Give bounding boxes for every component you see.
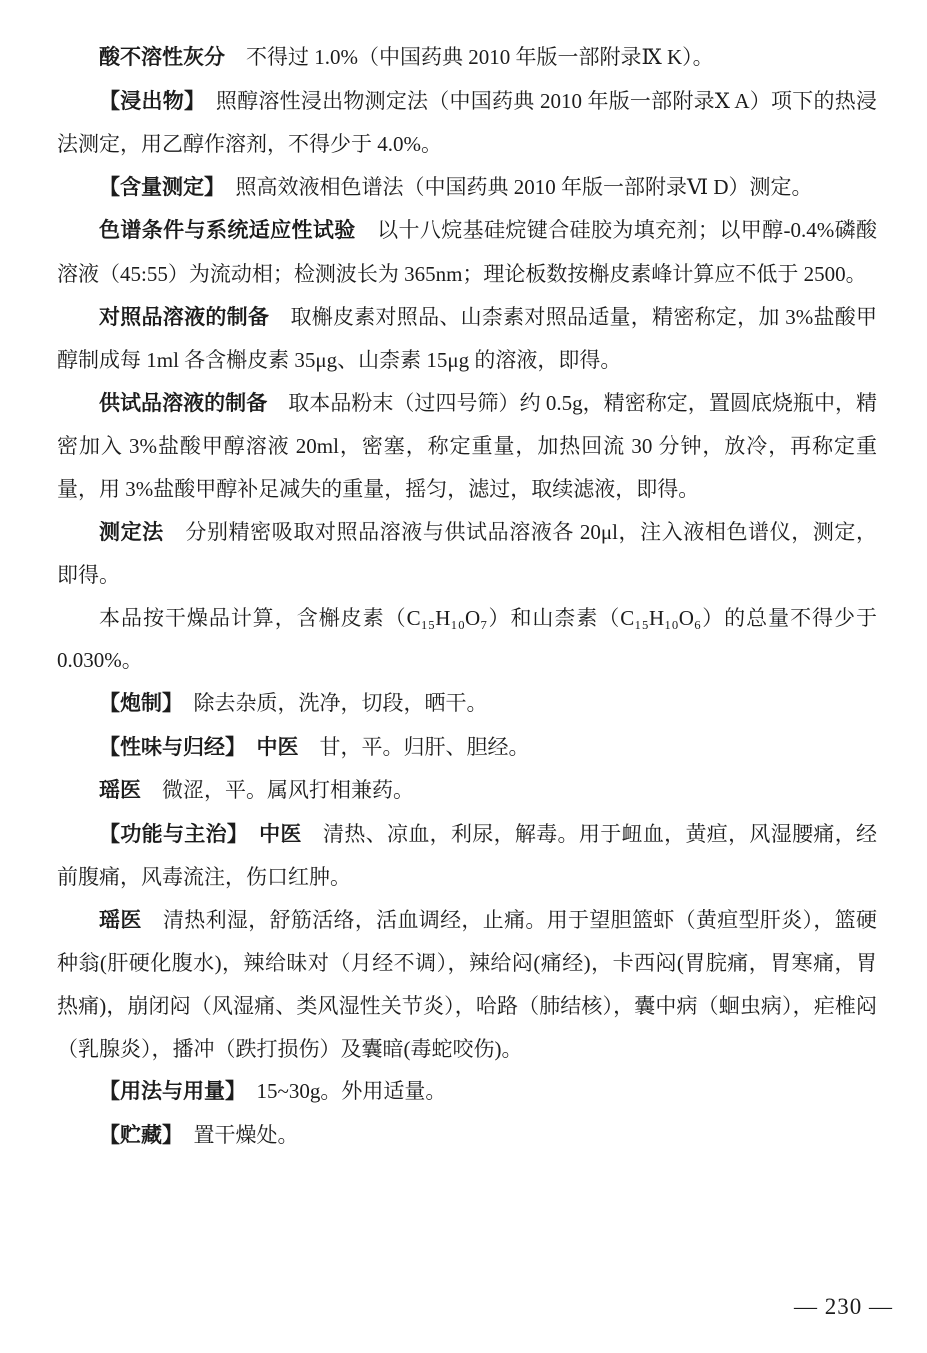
paragraph [57, 726, 877, 770]
term-label: 色谱条件与系统适应性试验 [99, 219, 356, 243]
body-text: 照醇溶性浸出物测定法（中国药典 2010 年版一部附录Ⅹ A）项下的热浸法测定，用乙醇作溶剂，不得少于 4.0%。 [57, 88, 877, 157]
page-number: — 230 — [794, 1294, 893, 1319]
term-label: 【功能与主治】 [99, 822, 238, 846]
paragraph [57, 597, 877, 682]
body-text: 以十八烷基硅烷键合硅胶为填充剂；以甲醇-0.4%磷酸溶液（45:55）为流动相；检测波长为 365nm；理论板数按槲皮素峰计算应不低于 2500。 [57, 218, 878, 286]
term-label: 【用法与用量】 [99, 1080, 236, 1104]
term-label: 测定法 [99, 520, 164, 544]
paragraph [57, 899, 877, 1070]
paragraph [57, 813, 877, 899]
body-text: 不得过 1.0%（中国药典 2010 年版一部附录Ⅸ K）。 [225, 45, 714, 69]
body-text: 清热、凉血，利尿，解毒。用于衄血，黄疸，风湿腰痛，经前腹痛，风毒流注，伤口红肿。 [57, 821, 878, 890]
term-label: 【浸出物】 [99, 89, 195, 113]
term-label: 【含量测定】 [99, 175, 215, 199]
body-text: 置干燥处。 [172, 1122, 299, 1147]
paragraph [57, 682, 877, 726]
paragraph [57, 1114, 877, 1158]
paragraph [57, 296, 877, 382]
body-text: 15~30g。外用适量。 [235, 1079, 447, 1104]
term-label: 供试品溶液的制备 [99, 391, 268, 415]
body-text: 取槲皮素对照品、山柰素对照品适量，精密称定，加 3%盐酸甲醇制成每 1ml 各含槲皮素 35μg、山柰素 15μg 的溶液，即得。 [57, 304, 877, 373]
paragraph [57, 511, 877, 597]
paragraph [57, 166, 877, 210]
paragraph [57, 36, 877, 80]
paragraph [57, 1070, 877, 1114]
term-label: 对照品溶液的制备 [99, 305, 270, 329]
document-body [57, 36, 877, 1157]
term-label: 【性味与归经】 [99, 735, 236, 759]
body-text: 取本品粉末（过四号筛）约 0.5g，精密称定，置圆底烧瓶中，精密加入 3%盐酸甲醇溶液 20ml，密塞，称定重量，加热回流 30 分钟，放冷，再称定重量，用 3%盐酸甲醇补足减失的重量，摇匀，滤过，取续滤液，即得。 [57, 390, 878, 501]
paragraph [57, 382, 877, 511]
paragraph [57, 209, 877, 295]
body-text: 照高效液相色谱法（中国药典 2010 年版一部附录Ⅵ D）测定。 [214, 174, 813, 199]
term-label: 中医 [237, 822, 302, 846]
body-text: 清热利湿，舒筋活络，活血调经，止痛。用于望胆篮虾（黄疸型肝炎），篮硬种翁(肝硬化腹水)，辣给昧对（月经不调），辣给闷(痛经)，卡西闷(胃脘痛，胃寒痛，胃热痛)，崩闭闷（风湿痛、类风湿性关节炎），哈路（肺结核），囊中病（蛔虫病），疟椎闷（乳腺炎），播冲（跌打损伤）及囊暗(毒蛇咬伤)。 [57, 907, 877, 1061]
term-label: 【贮藏】 [99, 1123, 173, 1147]
term-label: 瑶医 [99, 779, 141, 803]
term-label: 瑶医 [99, 908, 142, 932]
body-text: 甘，平。归肝、胆经。 [298, 734, 530, 759]
body-text: 分别精密吸取对照品溶液与供试品溶液各 20μl，注入液相色谱仪，测定，即得。 [57, 519, 878, 588]
paragraph [57, 769, 877, 813]
body-text: 微涩，平。属风打相兼药。 [141, 778, 414, 803]
term-label: 酸不溶性灰分 [99, 46, 225, 69]
body-text: 本品按干燥品计算，含槲皮素（C₁₅H₁₀O₇）和山柰素（C₁₅H₁₀O₆）的总量不得少于 0.030%。 [57, 605, 877, 673]
term-label: 【炮制】 [99, 691, 173, 715]
term-label: 中医 [235, 735, 299, 759]
body-text: 除去杂质，洗净，切段，晒干。 [172, 690, 488, 715]
paragraph [57, 80, 877, 166]
